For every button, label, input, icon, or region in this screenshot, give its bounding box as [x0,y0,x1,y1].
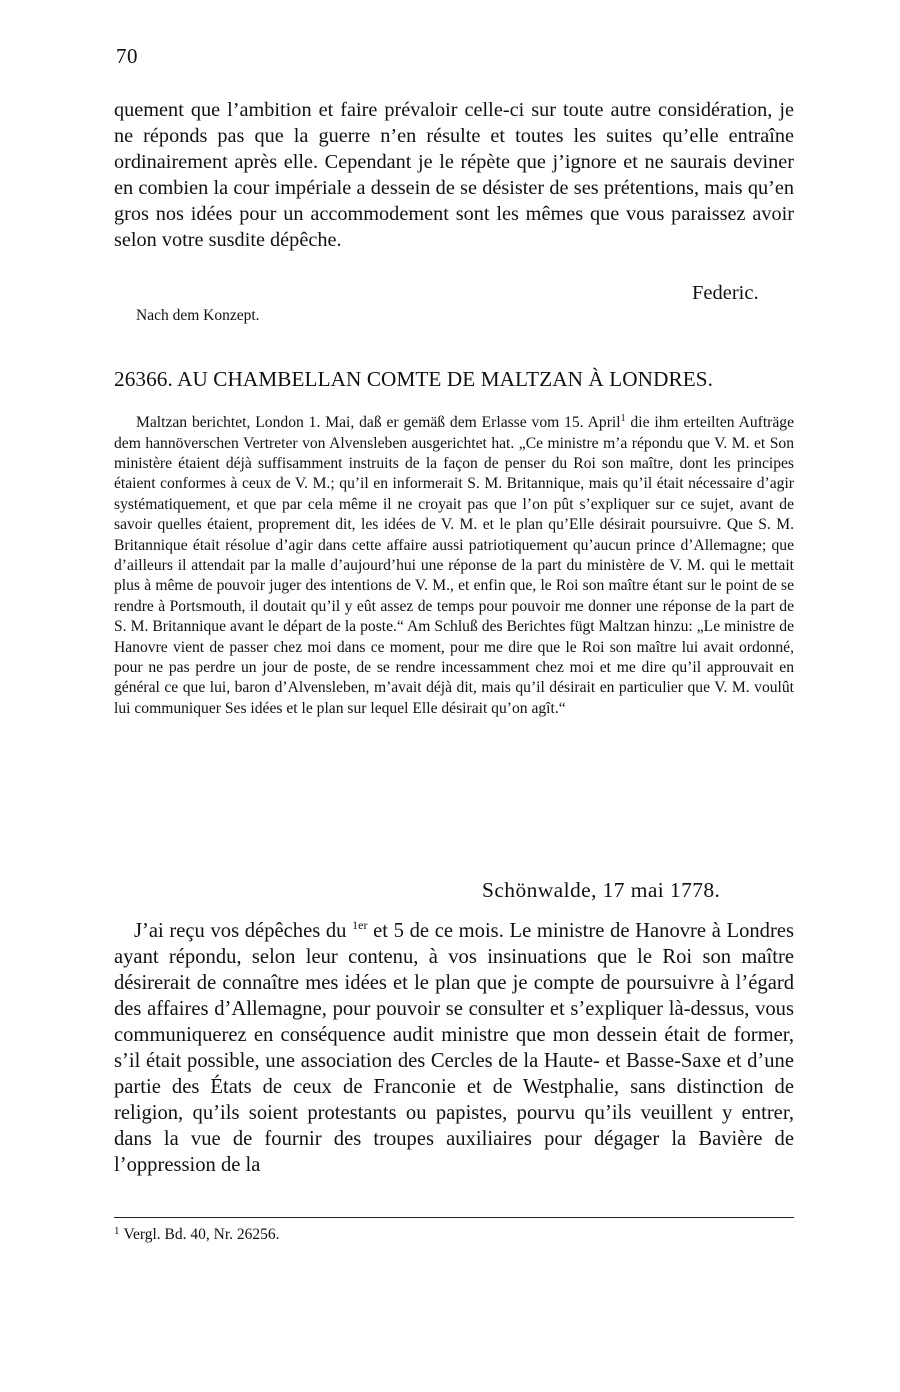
footnote-divider [114,1217,794,1218]
source-note: Nach dem Konzept. [136,307,260,324]
footnote-text: Vergl. Bd. 40, Nr. 26256. [123,1226,280,1243]
summary-text-start: Maltzan berichtet, London 1. Mai, daß er gemäß dem Erlasse vom 15. April [136,414,621,432]
letter-text-start: J’ai reçu vos dépêches du [134,919,353,942]
footnote [114,1225,280,1244]
footnote-mark: 1 [114,1225,120,1237]
letter-body [114,912,794,1178]
ordinal-superscript: 1er [352,918,368,932]
document-heading: 26366. AU CHAMBELLAN COMTE DE MALTZAN À LONDRES. [114,367,714,391]
footnote-reference: 1 [620,413,626,424]
document-summary [114,409,794,719]
place-date: Schönwalde, 17 mai 1778. [482,878,721,902]
summary-text-rest: die ihm erteilten Aufträge dem hannöverschen Vertreter von Alvensleben ausgerichtet hat. „Ce ministre m’a répondu que V. M. et Son ministère étaient déjà suffisamment instruits de la façon de penser du Roi son maître, dont les principes étaient conformes à ceux de V. M.; qu’il en informerait S. M. Britannique, mais qu’il était nécessaire d’agir systématiquement, et que par cela même il ne croyait pas que l’on pût s’expliquer sur ce sujet, avant de savoir quelles étaient, proprement dit, les idées de V. M. et le plan qu’Elle désirait poursuivre. Que S. M. Britannique était résolue d’agir dans cette affaire aussi patriotiquement qu’aucun prince d’Allemagne; que d’ailleurs il attendait par la malle d’aujourd’hui une réponse de la part du ministère de V. M. qui le mettait plus à même de pouvoir juger des intentions de V. M., et enfin que, le Roi son maître étant sur le point de se rendre à Portsmouth, il doutait qu’il y eût assez de temps pour pouvoir me donner une réponse de la part de S. M. Britannique avant le départ de la poste.“ Am Schluß des Berichtes fügt Maltzan hinzu: „Le ministre de Hanovre vient de passer chez moi dans ce moment, pour me dire que le Roi son maître lui avait ordonné, pour ne pas perdre un jour de poste, de se rendre incessamment chez moi et me dire qu’il approuvait en général ce que lui, baron d’Alvensleben, m’avait déjà dit, mais qu’il désirait en particulier que V. M. voulût lui communiquer Ses idées et le plan sur lequel Elle désirait qu’on agît.“ [114,414,794,717]
page-number: 70 [116,44,138,68]
previous-letter-text: quement que l’ambition et faire prévaloir celle-ci sur toute autre considération, je ne réponds pas que la guerre n’en résulte et toutes les suites qu’elle entraîne ordinairement après elle. Cependant je le répète que j’ignore et ne saurais deviner en combien la cour impériale a dessein de se désister de ses prétentions, mais qu’en gros nos idées pour un accommodement sont les mêmes que vous paraissez avoir selon votre susdite dépêche. [114,99,794,251]
letter-text-rest: et 5 de ce mois. Le ministre de Hanovre à Londres ayant répondu, selon leur contenu, à vos insinuations que le Roi son maître désirerait de connaître mes idées et le plan que je compte de poursuivre à l’égard des affaires d’Allemagne, pour pouvoir se consulter et s’expliquer là-dessus, vous communiquerez en conséquence audit ministre que mon dessein était de former, s’il était possible, une association des Cercles de la Haute- et Basse-Saxe et d’une partie des États de ceux de Franconie et de Westphalie, sans distinction de religion, qu’ils soient protestants ou papistes, pourvu qu’ils veuillent y entrer, dans la vue de fournir des troupes auxiliaires pour dégager la Bavière de l’oppression de la [114,919,794,1176]
signature: Federic. [692,282,759,304]
